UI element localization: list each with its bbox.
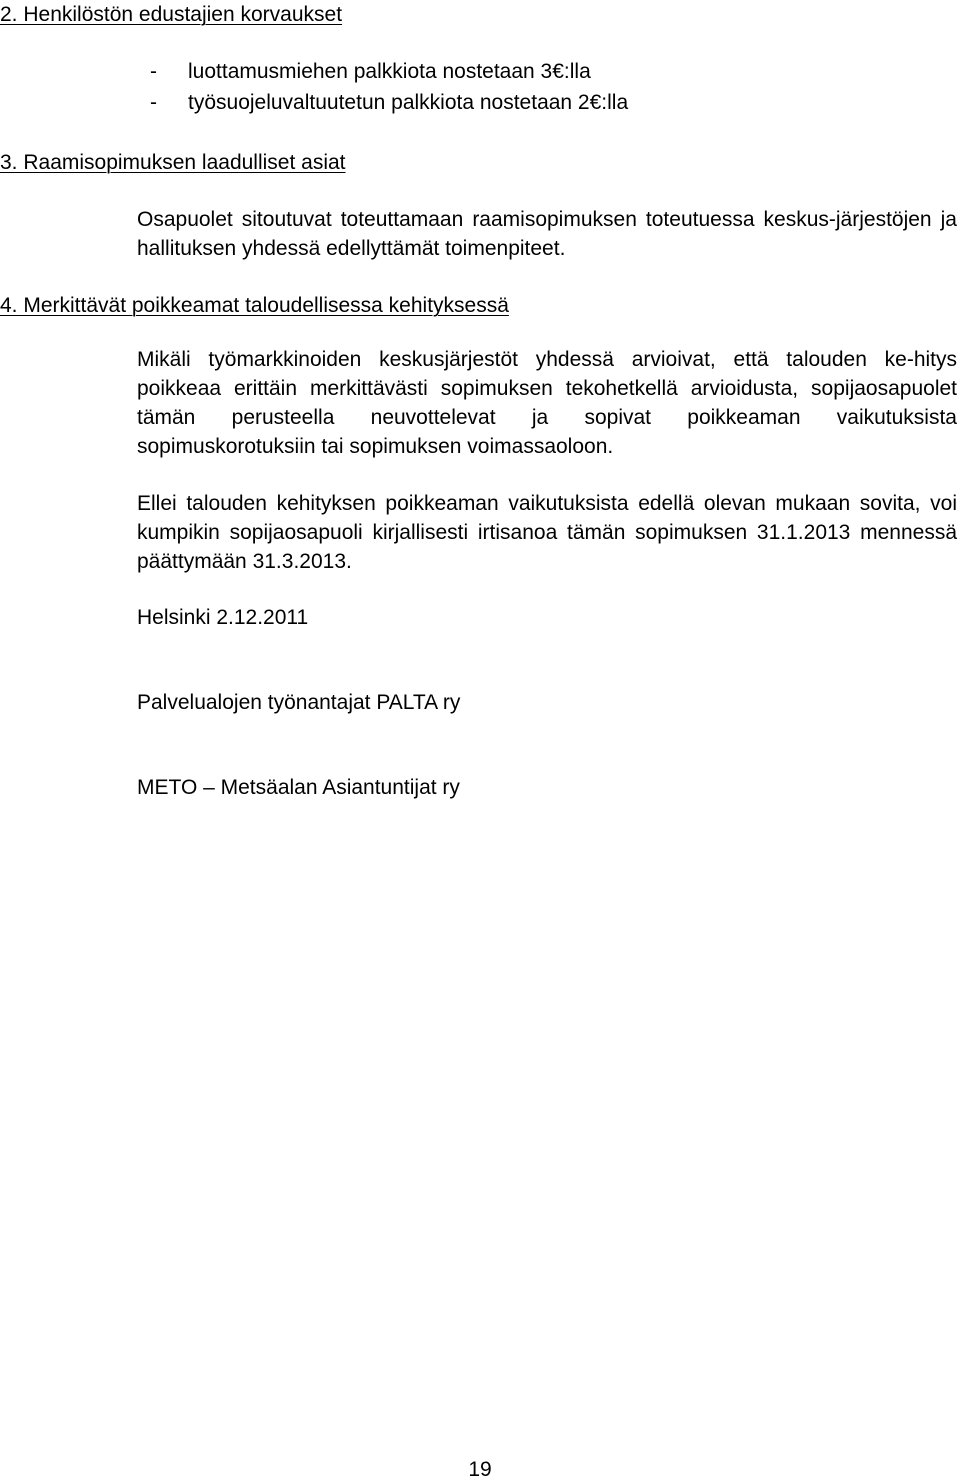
signatory-palta: Palvelualojen työnantajat PALTA ry [137,691,461,714]
section-2-heading: 2. Henkilöstön edustajien korvaukset [0,3,343,26]
bullet-text: työsuojeluvaltuutetun palkkiota nostetaan 2€:lla [188,91,629,114]
section-4-paragraph-1: Mikäli työmarkkinoiden keskusjärjestöt yhdessä arvioivat, että talouden ke-hitys poikkeaa erittäin merkittävästi sopimuksen tekohetkellä arvioidusta, sopijaosapuolet tämän perusteella neuvottelevat ja sopivat poikkeaman vaikutuksista sopimuskorotuksiin tai sopimuksen voimassaoloon. [137,348,957,458]
signatory-meto: METO – Metsäalan Asiantuntijat ry [137,776,460,799]
bullet-text: luottamusmiehen palkkiota nostetaan 3€:lla [188,60,591,83]
section-3-paragraph: Osapuolet sitoutuvat toteuttamaan raamisopimuksen toteutuessa keskus-järjestöjen ja hallituksen yhdessä edellyttämät toimenpiteet. [137,208,957,260]
bullet-dash: - [150,91,157,114]
section-3-heading: 3. Raamisopimuksen laadulliset asiat [0,151,346,174]
page-number: 19 [468,1458,492,1481]
bullet-dash: - [150,60,157,83]
section-4-paragraph-2: Ellei talouden kehityksen poikkeaman vaikutuksista edellä olevan mukaan sovita, voi kumpikin sopijaosapuoli kirjallisesti irtisanoa tämän sopimuksen 31.1.2013 mennessä päättymään 31.3.2013. [137,492,957,573]
section-4-heading: 4. Merkittävät poikkeamat taloudellisessa kehityksessä [0,294,509,317]
place-date: Helsinki 2.12.2011 [137,606,309,629]
